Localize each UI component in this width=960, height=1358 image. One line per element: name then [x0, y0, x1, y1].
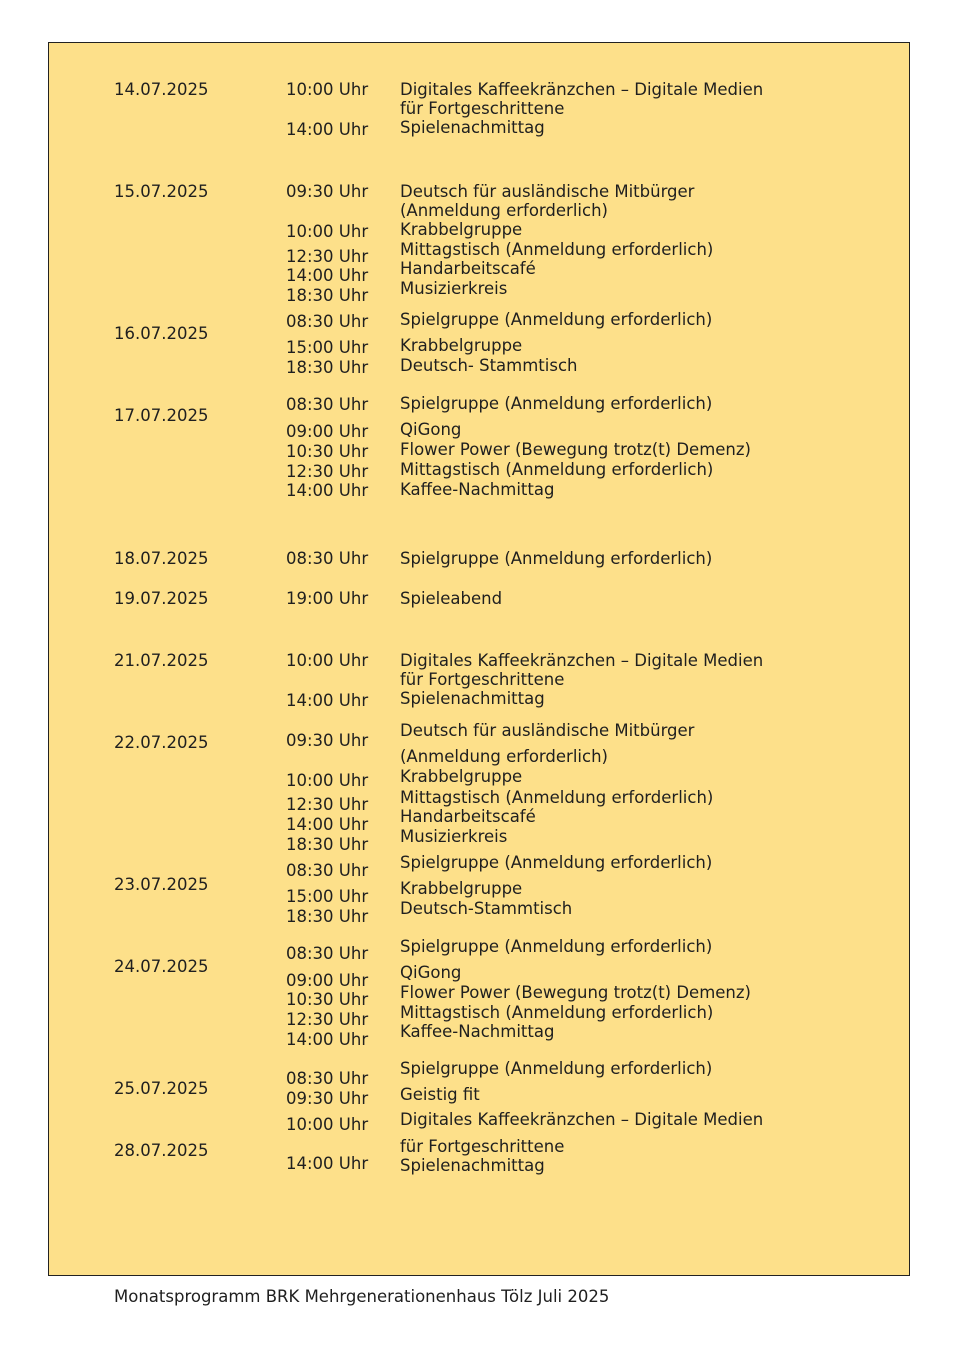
date-label: 24.07.2025 — [114, 957, 209, 976]
time-label: 18:30 Uhr — [286, 286, 369, 305]
date-label: 19.07.2025 — [114, 589, 209, 608]
event-label: Spielgruppe (Anmeldung erforderlich) — [400, 549, 713, 568]
event-label: QiGong — [400, 420, 462, 439]
time-label: 09:00 Uhr — [286, 971, 369, 990]
event-label: Deutsch für ausländische Mitbürger — [400, 721, 695, 740]
event-label: Krabbelgruppe — [400, 336, 523, 355]
time-label: 09:00 Uhr — [286, 422, 369, 441]
event-label: (Anmeldung erforderlich) — [400, 201, 608, 220]
time-label: 12:30 Uhr — [286, 795, 369, 814]
time-label: 09:30 Uhr — [286, 1089, 369, 1108]
date-label: 17.07.2025 — [114, 406, 209, 425]
event-label: Deutsch-Stammtisch — [400, 899, 573, 918]
event-label: für Fortgeschrittene — [400, 670, 565, 689]
event-label: Flower Power (Bewegung trotz(t) Demenz) — [400, 983, 751, 1002]
date-label: 18.07.2025 — [114, 549, 209, 568]
event-label: Spielgruppe (Anmeldung erforderlich) — [400, 310, 713, 329]
date-label: 28.07.2025 — [114, 1141, 209, 1160]
time-label: 10:00 Uhr — [286, 1115, 369, 1134]
event-label: Spielgruppe (Anmeldung erforderlich) — [400, 853, 713, 872]
time-label: 10:00 Uhr — [286, 651, 369, 670]
time-label: 10:00 Uhr — [286, 80, 369, 99]
event-label: Handarbeitscafé — [400, 259, 536, 278]
event-label: Krabbelgruppe — [400, 220, 523, 239]
event-label: für Fortgeschrittene — [400, 99, 565, 118]
event-label: für Fortgeschrittene — [400, 1137, 565, 1156]
time-label: 10:00 Uhr — [286, 771, 369, 790]
date-label: 21.07.2025 — [114, 651, 209, 670]
time-label: 18:30 Uhr — [286, 358, 369, 377]
event-label: Musizierkreis — [400, 279, 508, 298]
event-label: Handarbeitscafé — [400, 807, 536, 826]
time-label: 18:30 Uhr — [286, 835, 369, 854]
time-label: 14:00 Uhr — [286, 691, 369, 710]
event-label: Spielenachmittag — [400, 689, 545, 708]
time-label: 14:00 Uhr — [286, 1154, 369, 1173]
time-label: 14:00 Uhr — [286, 815, 369, 834]
event-label: Deutsch- Stammtisch — [400, 356, 578, 375]
date-label: 25.07.2025 — [114, 1079, 209, 1098]
time-label: 08:30 Uhr — [286, 549, 369, 568]
event-label: Deutsch für ausländische Mitbürger — [400, 182, 695, 201]
event-label: Krabbelgruppe — [400, 767, 523, 786]
time-label: 14:00 Uhr — [286, 1030, 369, 1049]
event-label: Digitales Kaffeekränzchen – Digitale Medien — [400, 651, 764, 670]
time-label: 09:30 Uhr — [286, 731, 369, 750]
event-label: Digitales Kaffeekränzchen – Digitale Medien — [400, 80, 764, 99]
time-label: 10:30 Uhr — [286, 442, 369, 461]
date-label: 22.07.2025 — [114, 733, 209, 752]
date-label: 16.07.2025 — [114, 324, 209, 343]
time-label: 19:00 Uhr — [286, 589, 369, 608]
date-label: 14.07.2025 — [114, 80, 209, 99]
event-label: Mittagstisch (Anmeldung erforderlich) — [400, 460, 714, 479]
time-label: 10:00 Uhr — [286, 222, 369, 241]
time-label: 12:30 Uhr — [286, 1010, 369, 1029]
time-label: 15:00 Uhr — [286, 887, 369, 906]
event-label: Mittagstisch (Anmeldung erforderlich) — [400, 1003, 714, 1022]
event-label: Spielgruppe (Anmeldung erforderlich) — [400, 1059, 713, 1078]
time-label: 15:00 Uhr — [286, 338, 369, 357]
event-label: Spielenachmittag — [400, 1156, 545, 1175]
time-label: 08:30 Uhr — [286, 861, 369, 880]
time-label: 12:30 Uhr — [286, 247, 369, 266]
event-label: Kaffee-Nachmittag — [400, 1022, 555, 1041]
event-label: Kaffee-Nachmittag — [400, 480, 555, 499]
time-label: 08:30 Uhr — [286, 944, 369, 963]
event-label: Mittagstisch (Anmeldung erforderlich) — [400, 788, 714, 807]
event-label: Krabbelgruppe — [400, 879, 523, 898]
date-label: 15.07.2025 — [114, 182, 209, 201]
event-label: QiGong — [400, 963, 462, 982]
event-label: Geistig fit — [400, 1085, 480, 1104]
event-label: Spielgruppe (Anmeldung erforderlich) — [400, 394, 713, 413]
time-label: 12:30 Uhr — [286, 462, 369, 481]
time-label: 14:00 Uhr — [286, 266, 369, 285]
event-label: Musizierkreis — [400, 827, 508, 846]
time-label: 08:30 Uhr — [286, 395, 369, 414]
time-label: 08:30 Uhr — [286, 312, 369, 331]
time-label: 18:30 Uhr — [286, 907, 369, 926]
page-footer: Monatsprogramm BRK Mehrgenerationenhaus Tölz Juli 2025 — [114, 1287, 610, 1306]
time-label: 14:00 Uhr — [286, 120, 369, 139]
time-label: 10:30 Uhr — [286, 990, 369, 1009]
event-label: Flower Power (Bewegung trotz(t) Demenz) — [400, 440, 751, 459]
event-label: (Anmeldung erforderlich) — [400, 747, 608, 766]
event-label: Spieleabend — [400, 589, 503, 608]
time-label: 09:30 Uhr — [286, 182, 369, 201]
event-label: Spielenachmittag — [400, 118, 545, 137]
time-label: 08:30 Uhr — [286, 1069, 369, 1088]
event-label: Spielgruppe (Anmeldung erforderlich) — [400, 937, 713, 956]
event-label: Digitales Kaffeekränzchen – Digitale Medien — [400, 1110, 764, 1129]
date-label: 23.07.2025 — [114, 875, 209, 894]
event-label: Mittagstisch (Anmeldung erforderlich) — [400, 240, 714, 259]
time-label: 14:00 Uhr — [286, 481, 369, 500]
